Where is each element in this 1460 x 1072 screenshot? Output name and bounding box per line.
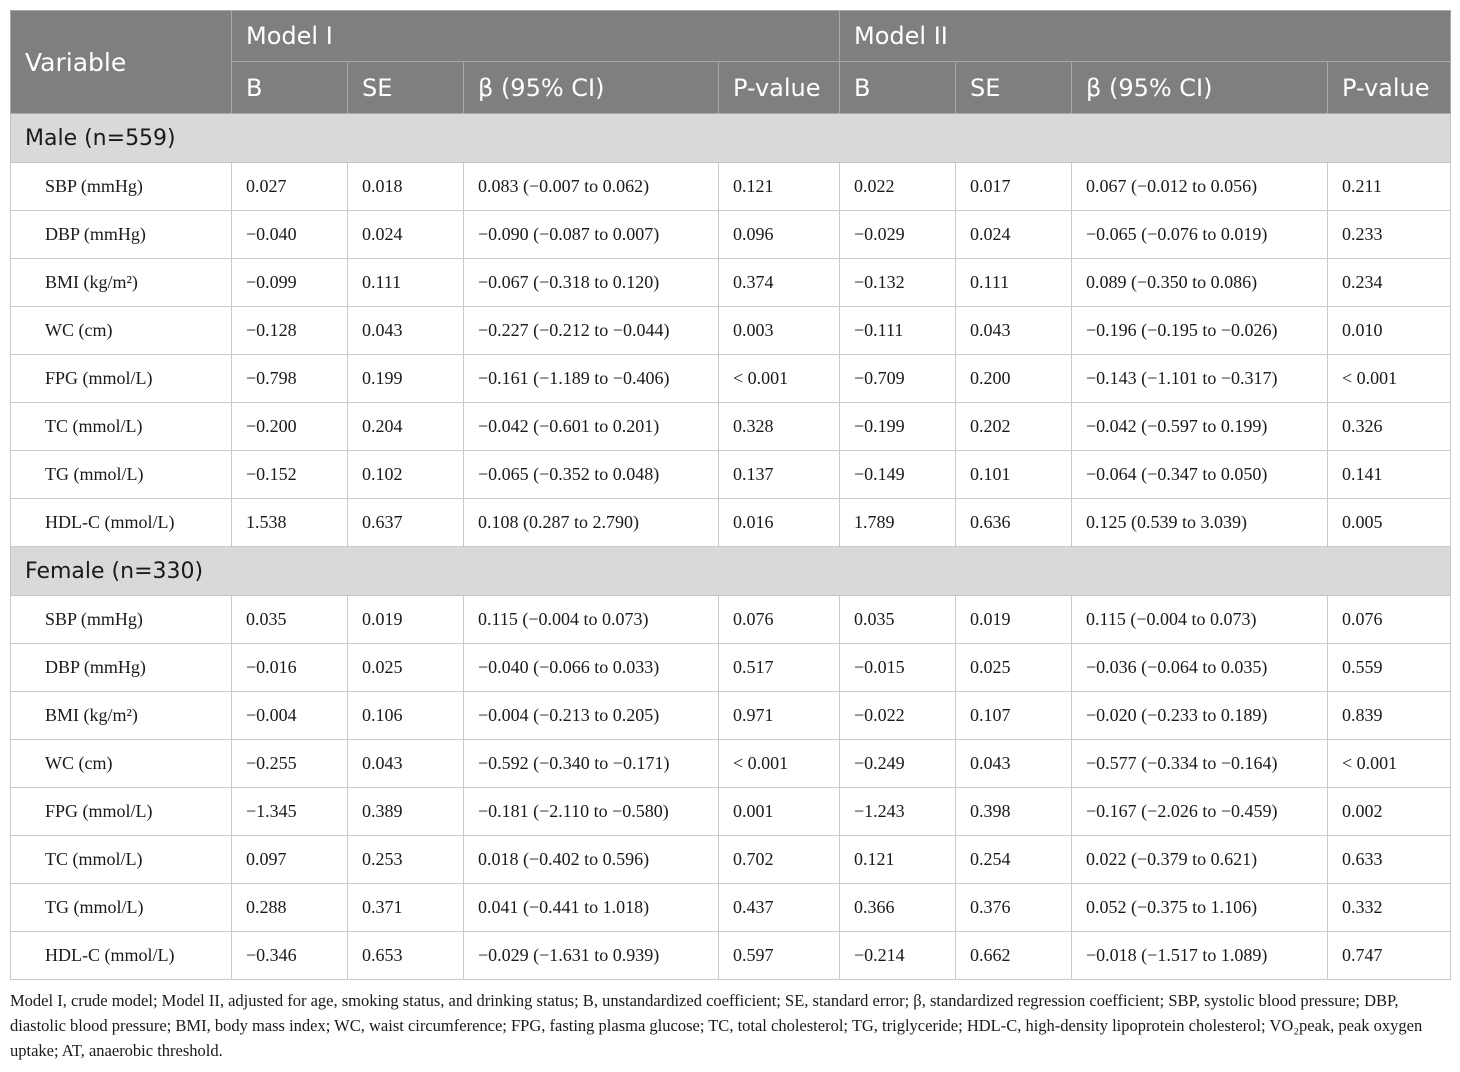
model2-p-value-cell: 0.211: [1328, 163, 1451, 211]
model1-p-value-cell: 0.517: [719, 644, 840, 692]
model2-beta-ci-cell: −0.020 (−0.233 to 0.189): [1072, 692, 1328, 740]
model2-beta-ci-cell: −0.143 (−1.101 to −0.317): [1072, 355, 1328, 403]
model1-b-cell: 1.538: [232, 499, 348, 547]
table-row: [11, 259, 1451, 307]
model1-b-cell: −0.004: [232, 692, 348, 740]
table-row: [11, 499, 1451, 547]
variable-cell: FPG (mmol/L): [11, 355, 232, 403]
model2-se-cell: 0.024: [956, 211, 1072, 259]
table-row: [11, 403, 1451, 451]
model2-se-cell: 0.376: [956, 884, 1072, 932]
model1-b-cell: −0.200: [232, 403, 348, 451]
model1-b-cell: −0.152: [232, 451, 348, 499]
model1-b-cell: −0.016: [232, 644, 348, 692]
model1-se-cell: 0.111: [348, 259, 464, 307]
model1-beta-ci-cell: −0.040 (−0.066 to 0.033): [464, 644, 719, 692]
col-b-header: B: [840, 62, 956, 114]
model1-b-cell: −0.798: [232, 355, 348, 403]
model1-beta-ci-cell: 0.083 (−0.007 to 0.062): [464, 163, 719, 211]
model1-b-cell: 0.035: [232, 596, 348, 644]
model2-beta-ci-cell: 0.125 (0.539 to 3.039): [1072, 499, 1328, 547]
col-b-header: B: [232, 62, 348, 114]
model1-beta-ci-cell: −0.592 (−0.340 to −0.171): [464, 740, 719, 788]
model2-beta-ci-cell: −0.042 (−0.597 to 0.199): [1072, 403, 1328, 451]
group-label: Male (n=559): [11, 114, 1451, 163]
model1-p-value-cell: 0.137: [719, 451, 840, 499]
model2-beta-ci-cell: −0.196 (−0.195 to −0.026): [1072, 307, 1328, 355]
table-row: [11, 692, 1451, 740]
model1-p-value-cell: < 0.001: [719, 740, 840, 788]
model2-b-cell: −0.199: [840, 403, 956, 451]
model2-b-cell: −1.243: [840, 788, 956, 836]
model2-se-cell: 0.111: [956, 259, 1072, 307]
variable-cell: SBP (mmHg): [11, 596, 232, 644]
model2-b-cell: 0.035: [840, 596, 956, 644]
group-row: [11, 114, 1451, 163]
model1-beta-ci-cell: −0.065 (−0.352 to 0.048): [464, 451, 719, 499]
variable-cell: SBP (mmHg): [11, 163, 232, 211]
model2-se-cell: 0.662: [956, 932, 1072, 980]
group-label: Female (n=330): [11, 547, 1451, 596]
variable-cell: TC (mmol/L): [11, 836, 232, 884]
model1-p-value-cell: 0.328: [719, 403, 840, 451]
model1-p-value-cell: 0.702: [719, 836, 840, 884]
model2-se-cell: 0.107: [956, 692, 1072, 740]
model2-b-cell: −0.029: [840, 211, 956, 259]
model1-se-cell: 0.106: [348, 692, 464, 740]
model2-p-value-cell: 0.332: [1328, 884, 1451, 932]
model2-se-cell: 0.101: [956, 451, 1072, 499]
variable-cell: BMI (kg/m²): [11, 692, 232, 740]
model1-header: Model I: [232, 11, 840, 62]
table-row: [11, 451, 1451, 499]
model2-p-value-cell: 0.234: [1328, 259, 1451, 307]
model2-beta-ci-cell: 0.115 (−0.004 to 0.073): [1072, 596, 1328, 644]
col-p-header: P-value: [1328, 62, 1451, 114]
model1-b-cell: −0.255: [232, 740, 348, 788]
variable-cell: WC (cm): [11, 307, 232, 355]
model1-p-value-cell: 0.096: [719, 211, 840, 259]
model2-beta-ci-cell: 0.089 (−0.350 to 0.086): [1072, 259, 1328, 307]
model2-b-cell: −0.015: [840, 644, 956, 692]
model2-b-cell: −0.149: [840, 451, 956, 499]
model1-se-cell: 0.637: [348, 499, 464, 547]
model2-header: Model II: [840, 11, 1451, 62]
model1-se-cell: 0.043: [348, 740, 464, 788]
model2-b-cell: 1.789: [840, 499, 956, 547]
model1-b-cell: −0.346: [232, 932, 348, 980]
variable-cell: TC (mmol/L): [11, 403, 232, 451]
table-row: [11, 163, 1451, 211]
variable-cell: BMI (kg/m²): [11, 259, 232, 307]
table-row: [11, 355, 1451, 403]
model2-p-value-cell: 0.559: [1328, 644, 1451, 692]
model1-se-cell: 0.019: [348, 596, 464, 644]
table-body: [11, 114, 1451, 980]
model1-p-value-cell: 0.001: [719, 788, 840, 836]
model1-beta-ci-cell: −0.029 (−1.631 to 0.939): [464, 932, 719, 980]
model2-se-cell: 0.202: [956, 403, 1072, 451]
table-row: [11, 644, 1451, 692]
model1-se-cell: 0.371: [348, 884, 464, 932]
model1-p-value-cell: 0.121: [719, 163, 840, 211]
model1-b-cell: −0.040: [232, 211, 348, 259]
model1-se-cell: 0.025: [348, 644, 464, 692]
model1-beta-ci-cell: −0.004 (−0.213 to 0.205): [464, 692, 719, 740]
model1-b-cell: −0.099: [232, 259, 348, 307]
model1-se-cell: 0.024: [348, 211, 464, 259]
model1-beta-ci-cell: −0.067 (−0.318 to 0.120): [464, 259, 719, 307]
model2-se-cell: 0.019: [956, 596, 1072, 644]
col-p-header: P-value: [719, 62, 840, 114]
model1-se-cell: 0.653: [348, 932, 464, 980]
model2-beta-ci-cell: −0.577 (−0.334 to −0.164): [1072, 740, 1328, 788]
model2-b-cell: −0.022: [840, 692, 956, 740]
model1-beta-ci-cell: 0.115 (−0.004 to 0.073): [464, 596, 719, 644]
model1-se-cell: 0.018: [348, 163, 464, 211]
model2-beta-ci-cell: 0.067 (−0.012 to 0.056): [1072, 163, 1328, 211]
model2-se-cell: 0.254: [956, 836, 1072, 884]
model1-se-cell: 0.253: [348, 836, 464, 884]
model1-beta-ci-cell: −0.042 (−0.601 to 0.201): [464, 403, 719, 451]
model2-se-cell: 0.200: [956, 355, 1072, 403]
model2-b-cell: −0.111: [840, 307, 956, 355]
model2-se-cell: 0.025: [956, 644, 1072, 692]
model1-p-value-cell: 0.003: [719, 307, 840, 355]
model2-p-value-cell: 0.839: [1328, 692, 1451, 740]
model2-b-cell: −0.132: [840, 259, 956, 307]
model1-se-cell: 0.199: [348, 355, 464, 403]
model1-beta-ci-cell: 0.041 (−0.441 to 1.018): [464, 884, 719, 932]
model2-p-value-cell: 0.076: [1328, 596, 1451, 644]
model2-beta-ci-cell: −0.065 (−0.076 to 0.019): [1072, 211, 1328, 259]
model1-beta-ci-cell: 0.108 (0.287 to 2.790): [464, 499, 719, 547]
model1-b-cell: 0.288: [232, 884, 348, 932]
table-row: [11, 836, 1451, 884]
model1-beta-ci-cell: −0.090 (−0.087 to 0.007): [464, 211, 719, 259]
table-row: [11, 211, 1451, 259]
model2-se-cell: 0.017: [956, 163, 1072, 211]
model2-b-cell: 0.121: [840, 836, 956, 884]
model1-b-cell: 0.027: [232, 163, 348, 211]
table-footnote: Model I, crude model; Model II, adjusted for age, smoking status, and drinking status; B, unstandardized coefficient; SE, standard error; β, standardized regression coefficient; SBP, systolic blood pressure; DBP, diastolic blood pressure; BMI, body mass index; WC, waist circumference; FPG, fasting plasma glucose; TC, total cholesterol; TG, triglyceride; HDL-C, high-density lipoprotein cholesterol; VO₂peak, peak oxygen uptake; AT, anaerobic threshold.: [10, 991, 1423, 1060]
model1-se-cell: 0.043: [348, 307, 464, 355]
variable-cell: DBP (mmHg): [11, 211, 232, 259]
model2-p-value-cell: 0.747: [1328, 932, 1451, 980]
model2-beta-ci-cell: −0.064 (−0.347 to 0.050): [1072, 451, 1328, 499]
model1-se-cell: 0.389: [348, 788, 464, 836]
model2-p-value-cell: 0.326: [1328, 403, 1451, 451]
col-beta-header: β (95% CI): [464, 62, 719, 114]
model1-beta-ci-cell: 0.018 (−0.402 to 0.596): [464, 836, 719, 884]
model2-b-cell: 0.366: [840, 884, 956, 932]
table-row: [11, 307, 1451, 355]
group-row: [11, 547, 1451, 596]
model2-beta-ci-cell: 0.052 (−0.375 to 1.106): [1072, 884, 1328, 932]
variable-cell: HDL-C (mmol/L): [11, 499, 232, 547]
model2-beta-ci-cell: −0.167 (−2.026 to −0.459): [1072, 788, 1328, 836]
model1-p-value-cell: 0.016: [719, 499, 840, 547]
table-row: [11, 596, 1451, 644]
model1-p-value-cell: < 0.001: [719, 355, 840, 403]
model1-beta-ci-cell: −0.181 (−2.110 to −0.580): [464, 788, 719, 836]
model2-p-value-cell: 0.002: [1328, 788, 1451, 836]
table-row: [11, 788, 1451, 836]
model2-b-cell: −0.214: [840, 932, 956, 980]
model2-p-value-cell: < 0.001: [1328, 740, 1451, 788]
model2-se-cell: 0.398: [956, 788, 1072, 836]
col-se-header: SE: [348, 62, 464, 114]
model1-se-cell: 0.102: [348, 451, 464, 499]
model2-se-cell: 0.636: [956, 499, 1072, 547]
variable-cell: DBP (mmHg): [11, 644, 232, 692]
variable-header: Variable: [11, 11, 232, 114]
model1-p-value-cell: 0.971: [719, 692, 840, 740]
model2-b-cell: 0.022: [840, 163, 956, 211]
model2-se-cell: 0.043: [956, 307, 1072, 355]
model2-p-value-cell: 0.141: [1328, 451, 1451, 499]
model1-beta-ci-cell: −0.161 (−1.189 to −0.406): [464, 355, 719, 403]
model1-p-value-cell: 0.374: [719, 259, 840, 307]
model1-beta-ci-cell: −0.227 (−0.212 to −0.044): [464, 307, 719, 355]
table-row: [11, 932, 1451, 980]
model2-b-cell: −0.709: [840, 355, 956, 403]
variable-cell: TG (mmol/L): [11, 451, 232, 499]
table-row: [11, 884, 1451, 932]
model2-p-value-cell: 0.633: [1328, 836, 1451, 884]
model2-beta-ci-cell: −0.036 (−0.064 to 0.035): [1072, 644, 1328, 692]
model1-p-value-cell: 0.437: [719, 884, 840, 932]
model1-p-value-cell: 0.597: [719, 932, 840, 980]
variable-cell: FPG (mmol/L): [11, 788, 232, 836]
table-row: [11, 740, 1451, 788]
variable-cell: WC (cm): [11, 740, 232, 788]
model1-se-cell: 0.204: [348, 403, 464, 451]
model2-p-value-cell: 0.010: [1328, 307, 1451, 355]
model2-b-cell: −0.249: [840, 740, 956, 788]
model1-b-cell: 0.097: [232, 836, 348, 884]
variable-cell: TG (mmol/L): [11, 884, 232, 932]
model1-b-cell: −1.345: [232, 788, 348, 836]
regression-table: [10, 10, 1451, 980]
model2-beta-ci-cell: 0.022 (−0.379 to 0.621): [1072, 836, 1328, 884]
model2-p-value-cell: 0.233: [1328, 211, 1451, 259]
model2-beta-ci-cell: −0.018 (−1.517 to 1.089): [1072, 932, 1328, 980]
model1-b-cell: −0.128: [232, 307, 348, 355]
model2-se-cell: 0.043: [956, 740, 1072, 788]
model2-p-value-cell: < 0.001: [1328, 355, 1451, 403]
model2-p-value-cell: 0.005: [1328, 499, 1451, 547]
model1-p-value-cell: 0.076: [719, 596, 840, 644]
col-beta-header: β (95% CI): [1072, 62, 1328, 114]
variable-cell: HDL-C (mmol/L): [11, 932, 232, 980]
col-se-header: SE: [956, 62, 1072, 114]
